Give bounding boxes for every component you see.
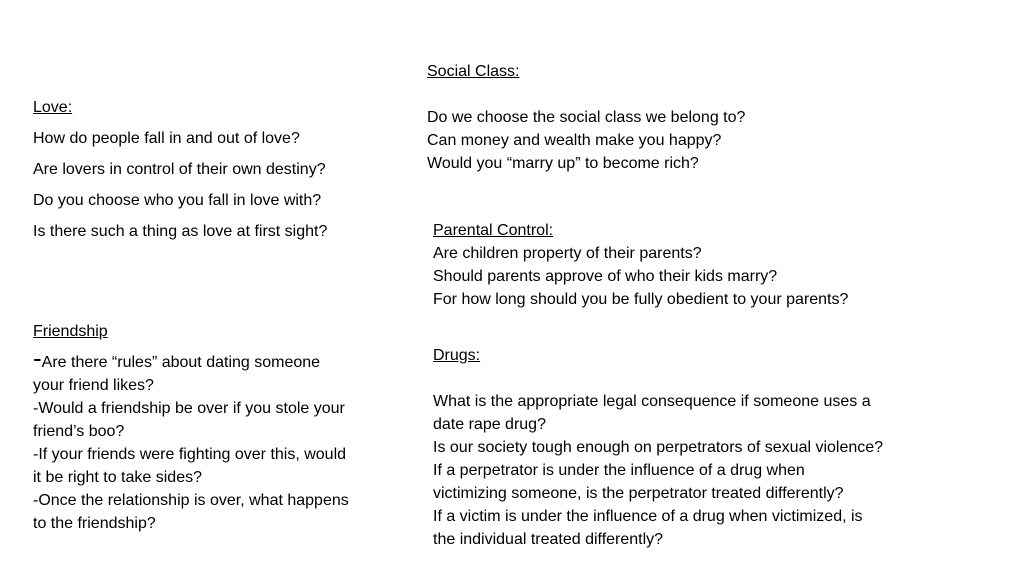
drugs-line: the individual treated differently?: [433, 531, 664, 548]
friendship-line: -If your friends were fighting over this, would: [33, 446, 347, 463]
drugs-line: victimizing someone, is the perpetrator treated differently?: [433, 485, 844, 502]
love-question: Do you choose who you fall in love with?: [33, 192, 322, 209]
love-question: Is there such a thing as love at first sight?: [33, 223, 328, 240]
love-question: How do people fall in and out of love?: [33, 130, 300, 147]
friendship-line: your friend likes?: [33, 377, 154, 394]
drugs-heading: Drugs:: [433, 347, 481, 364]
friendship-heading: Friendship: [33, 323, 108, 340]
friendship-line: it be right to take sides?: [33, 469, 202, 486]
friendship-section: [33, 320, 349, 535]
parental-control-section: [433, 219, 848, 311]
parental-control-question: Are children property of their parents?: [433, 245, 702, 262]
friendship-line: to the friendship?: [33, 515, 156, 532]
parental-control-heading: Parental Control:: [433, 222, 554, 239]
friendship-line: -Would a friendship be over if you stole your: [33, 400, 345, 417]
drugs-line: What is the appropriate legal consequence if someone uses a: [433, 393, 871, 410]
friendship-line: [33, 343, 349, 374]
drugs-line: If a victim is under the influence of a drug when victimized, is: [433, 508, 863, 525]
social-class-question: Would you “marry up” to become rich?: [427, 155, 699, 172]
drugs-section: [433, 344, 883, 551]
friendship-dash: -: [33, 343, 42, 373]
social-class-section: [427, 60, 745, 175]
love-section: [33, 96, 327, 251]
drugs-line: Is our society tough enough on perpetrators of sexual violence?: [433, 439, 884, 456]
drugs-line: date rape drug?: [433, 416, 546, 433]
love-heading: Love:: [33, 99, 73, 116]
friendship-line-text: Are there “rules” about dating someone: [41, 354, 321, 371]
love-question: Are lovers in control of their own destiny?: [33, 161, 326, 178]
social-class-question: Can money and wealth make you happy?: [427, 132, 722, 149]
social-class-heading: Social Class:: [427, 63, 520, 80]
parental-control-question: Should parents approve of who their kids marry?: [433, 268, 778, 285]
social-class-question: Do we choose the social class we belong to?: [427, 109, 746, 126]
drugs-line: If a perpetrator is under the influence of a drug when: [433, 462, 805, 479]
parental-control-question: For how long should you be fully obedient to your parents?: [433, 291, 849, 308]
friendship-line: friend’s boo?: [33, 423, 125, 440]
friendship-line: -Once the relationship is over, what happens: [33, 492, 349, 509]
